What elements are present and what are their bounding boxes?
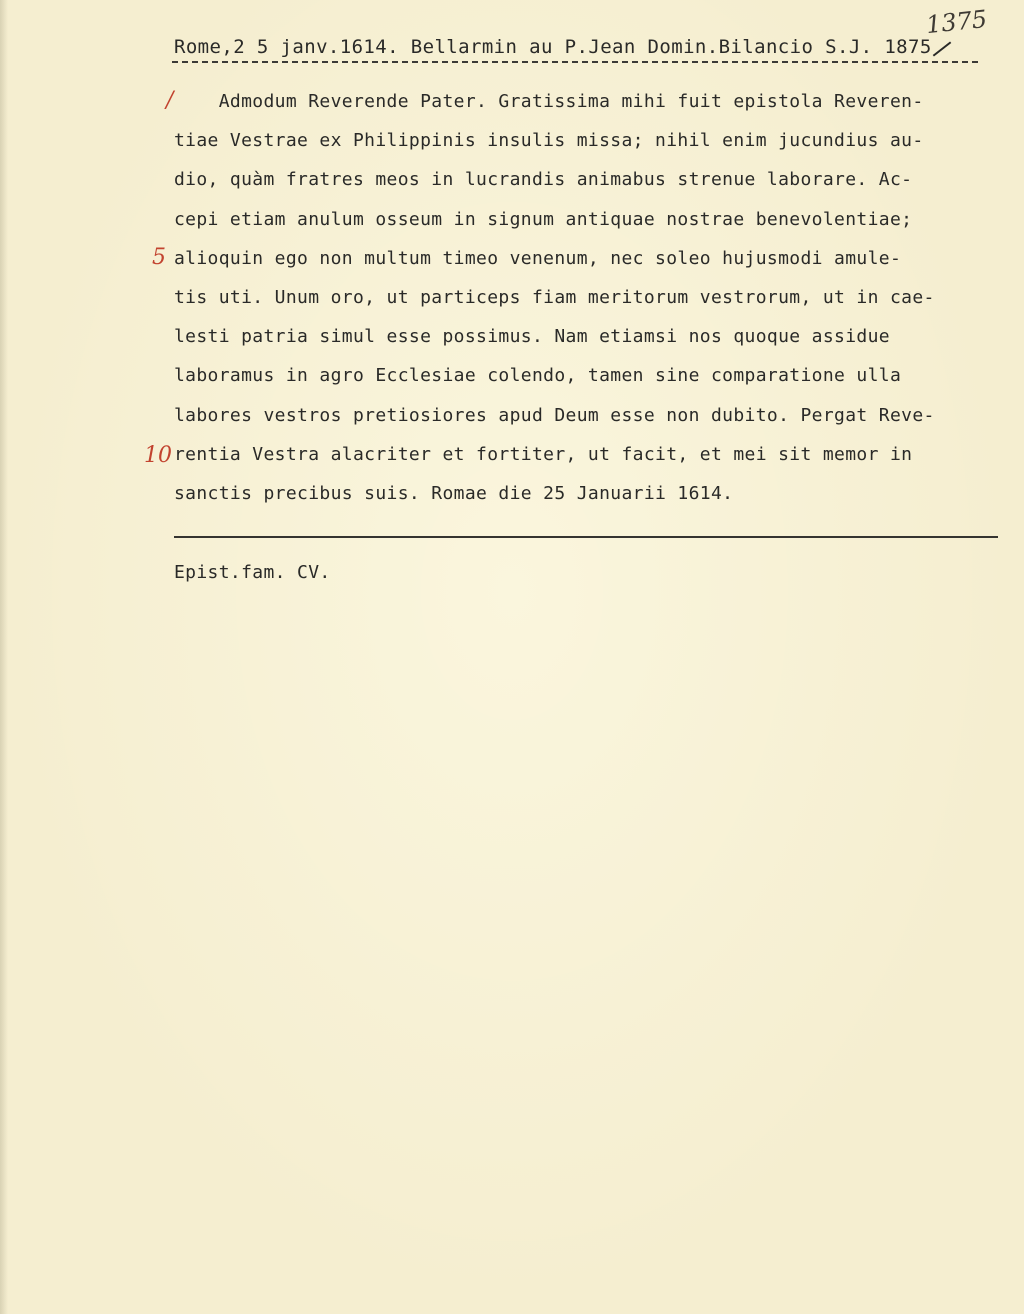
- letter-line: cepi etiam anulum osseum in signum antiquae nostrae benevolentiae;: [174, 208, 913, 230]
- letter-line: sanctis precibus suis. Romae die 25 Januarii 1614.: [174, 482, 734, 504]
- margin-line-number-10: 10: [144, 443, 172, 468]
- letter-line: dio, quàm fratres meos in lucrandis animabus strenue laborare. Ac-: [174, 169, 913, 191]
- letter-line: lesti patria simul esse possimus. Nam etiamsi nos quoque assidue: [174, 326, 890, 348]
- handwritten-folio-number: 1375: [924, 4, 989, 40]
- letter-line: labores vestros pretiosiores apud Deum esse non dubito. Pergat Reve-: [174, 404, 935, 426]
- letter-line: tis uti. Unum oro, ut particeps fiam meritorum vestrorum, ut in cae-: [174, 286, 935, 308]
- margin-line-marker-1: /: [166, 88, 174, 113]
- letter-line: Admodum Reverende Pater. Gratissima mihi fuit epistola Reveren-: [174, 91, 924, 112]
- page-edge-shadow: [0, 0, 8, 1314]
- header-underline: [172, 61, 978, 63]
- document-header: Rome,2 5 janv.1614. Bellarmin au P.Jean Domin.Bilancio S.J. 1875: [174, 36, 932, 58]
- letter-line: laboramus in agro Ecclesiae colendo, tamen sine comparatione ulla: [174, 365, 902, 387]
- letter-line: rentia Vestra alacriter et fortiter, ut facit, et mei sit memor in: [174, 443, 913, 465]
- letter-line: tiae Vestrae ex Philippinis insulis missa; nihil enim jucundius au-: [174, 130, 924, 152]
- source-reference: Epist.fam. CV.: [174, 562, 331, 583]
- closing-rule: [174, 536, 998, 538]
- letter-body: [174, 88, 1004, 519]
- margin-line-number-5: 5: [152, 245, 166, 270]
- letter-line: alioquin ego non multum timeo venenum, nec soleo hujusmodi amule-: [174, 247, 902, 269]
